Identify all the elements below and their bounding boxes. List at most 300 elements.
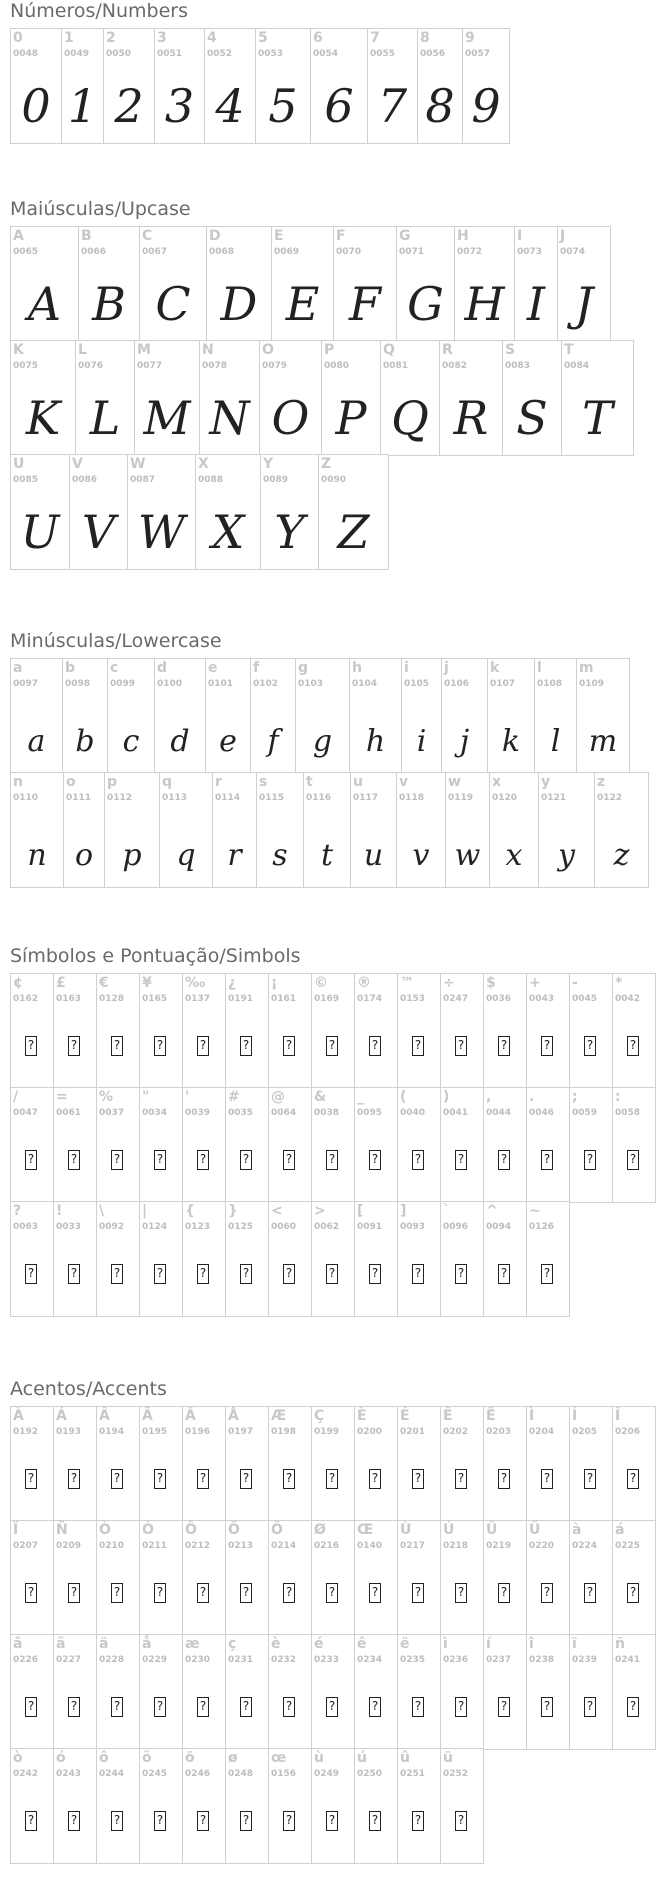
character-label: è	[271, 1636, 281, 1652]
glyph-cell	[10, 1520, 54, 1636]
glyph-cell	[10, 28, 62, 144]
glyph-cell	[354, 1406, 398, 1522]
glyph-cell	[569, 1087, 613, 1203]
character-code: 0089	[263, 475, 289, 485]
glyph-cell	[440, 1087, 484, 1203]
missing-glyph-icon	[326, 1264, 338, 1284]
glyph-sample: K	[25, 391, 61, 445]
character-label: Ï	[13, 1522, 19, 1538]
glyph-cell	[612, 1634, 656, 1750]
missing-glyph-icon	[68, 1811, 80, 1831]
character-label: *	[615, 975, 623, 991]
glyph-cell	[396, 226, 455, 342]
character-code: 0070	[336, 247, 362, 257]
character-label: d	[157, 660, 168, 676]
character-label: ]	[400, 1203, 407, 1219]
missing-glyph-icon	[283, 1583, 295, 1603]
missing-glyph-icon	[111, 1583, 123, 1603]
glyph-cell	[96, 1634, 140, 1750]
glyph-sample: a	[27, 724, 46, 759]
missing-glyph-icon	[455, 1264, 467, 1284]
glyph-cell	[367, 28, 418, 144]
character-code: 0163	[56, 994, 82, 1004]
character-label: @	[271, 1089, 285, 1105]
character-code: 0078	[202, 361, 228, 371]
missing-glyph-icon	[240, 1264, 252, 1284]
character-code: 0071	[399, 247, 425, 257]
missing-glyph-icon	[68, 1150, 80, 1170]
glyph-sample: T	[582, 391, 613, 445]
glyph-sample: d	[170, 724, 190, 759]
character-label: v	[399, 774, 409, 790]
missing-glyph-icon	[25, 1150, 37, 1170]
character-label: Ë	[486, 1408, 496, 1424]
character-label: à	[572, 1522, 582, 1538]
missing-glyph-icon	[326, 1469, 338, 1489]
glyph-cell	[441, 658, 488, 774]
glyph-cell	[96, 1201, 140, 1317]
character-label: Â	[99, 1408, 110, 1424]
character-label: È	[357, 1408, 367, 1424]
glyph-sample: 1	[67, 79, 98, 133]
character-label: i	[404, 660, 409, 676]
character-label: 0	[13, 30, 23, 46]
character-code: 0213	[228, 1541, 254, 1551]
glyph-cell	[333, 226, 397, 342]
glyph-cell	[78, 226, 140, 342]
glyph-cell	[63, 772, 105, 888]
character-label: œ	[271, 1750, 287, 1766]
character-code: 0091	[357, 1222, 383, 1232]
character-label: b	[65, 660, 76, 676]
character-code: 0040	[400, 1108, 426, 1118]
character-label: m	[579, 660, 594, 676]
glyph-cell	[10, 772, 64, 888]
character-code: 0174	[357, 994, 383, 1004]
character-code: 0049	[64, 49, 90, 59]
character-code: 0054	[313, 49, 339, 59]
glyph-sample: 6	[324, 79, 354, 133]
missing-glyph-icon	[197, 1150, 209, 1170]
glyph-cell	[489, 772, 539, 888]
character-label: €	[99, 975, 109, 991]
character-label: (	[400, 1089, 407, 1105]
glyph-sample: 3	[164, 79, 195, 133]
glyph-cell	[182, 1634, 226, 1750]
character-label: Ê	[443, 1408, 453, 1424]
glyph-cell	[53, 1634, 97, 1750]
glyph-cell	[271, 226, 334, 342]
glyph-cell	[534, 658, 577, 774]
glyph-cell	[69, 454, 128, 570]
character-label: Ã	[142, 1408, 153, 1424]
character-label: U	[13, 456, 25, 472]
glyph-cell	[205, 658, 251, 774]
character-code: 0230	[185, 1655, 211, 1665]
missing-glyph-icon	[25, 1697, 37, 1717]
character-code: 0069	[274, 247, 300, 257]
missing-glyph-icon	[240, 1036, 252, 1056]
glyph-cell	[139, 1087, 183, 1203]
character-code: 0074	[560, 247, 586, 257]
missing-glyph-icon	[541, 1469, 553, 1489]
glyph-cell	[397, 1520, 441, 1636]
glyph-cell	[53, 1520, 97, 1636]
character-code: 0252	[443, 1769, 469, 1779]
glyph-cell	[538, 772, 595, 888]
glyph-sample: v	[412, 838, 430, 873]
glyph-sample: e	[219, 724, 237, 759]
character-code: 0072	[457, 247, 483, 257]
missing-glyph-icon	[240, 1583, 252, 1603]
glyph-cell	[417, 28, 463, 144]
character-label: -	[572, 975, 578, 991]
character-label: z	[597, 774, 606, 790]
character-label: K	[13, 342, 24, 358]
glyph-cell	[250, 658, 296, 774]
character-code: 0224	[572, 1541, 598, 1551]
character-code: 0220	[529, 1541, 555, 1551]
glyph-sample: w	[454, 838, 481, 873]
missing-glyph-icon	[326, 1150, 338, 1170]
glyph-cell	[10, 454, 70, 570]
character-code: 0248	[228, 1769, 254, 1779]
missing-glyph-icon	[240, 1150, 252, 1170]
glyph-sample: 4	[215, 79, 245, 133]
glyph-cell	[139, 1520, 183, 1636]
character-code: 0062	[314, 1222, 340, 1232]
character-label: <	[271, 1203, 283, 1219]
missing-glyph-icon	[154, 1811, 166, 1831]
character-label: Ì	[529, 1408, 535, 1424]
character-label: k	[490, 660, 500, 676]
glyph-cell	[154, 658, 206, 774]
glyph-cell	[53, 1201, 97, 1317]
missing-glyph-icon	[627, 1150, 639, 1170]
character-label: o	[66, 774, 76, 790]
character-label: !	[56, 1203, 63, 1219]
character-code: 0079	[262, 361, 288, 371]
glyph-cell	[397, 1087, 441, 1203]
glyph-sample: y	[558, 838, 575, 873]
character-code: 0197	[228, 1427, 254, 1437]
character-code: 0207	[13, 1541, 39, 1551]
missing-glyph-icon	[25, 1469, 37, 1489]
glyph-cell	[268, 1406, 312, 1522]
character-code: 0209	[56, 1541, 82, 1551]
character-code: 0059	[572, 1108, 598, 1118]
character-code: 0106	[444, 679, 470, 689]
missing-glyph-icon	[627, 1697, 639, 1717]
missing-glyph-icon	[369, 1036, 381, 1056]
character-code: 0239	[572, 1655, 598, 1665]
missing-glyph-icon	[197, 1469, 209, 1489]
glyph-cell	[75, 340, 135, 456]
character-label: V	[72, 456, 83, 472]
glyph-cell	[139, 973, 183, 1089]
character-label: I	[517, 228, 523, 244]
character-code: 0231	[228, 1655, 254, 1665]
glyph-cell	[295, 658, 350, 774]
glyph-cell	[268, 973, 312, 1089]
glyph-cell	[440, 1520, 484, 1636]
character-label: &	[314, 1089, 327, 1105]
glyph-cell	[396, 772, 446, 888]
character-label: x	[492, 774, 502, 790]
character-label: %	[99, 1089, 114, 1105]
character-code: 0236	[443, 1655, 469, 1665]
character-code: 0247	[443, 994, 469, 1004]
character-code: 0124	[142, 1222, 168, 1232]
character-code: 0034	[142, 1108, 168, 1118]
glyph-cell	[225, 1406, 269, 1522]
character-code: 0064	[271, 1108, 297, 1118]
glyph-cell	[483, 1406, 527, 1522]
character-code: 0246	[185, 1769, 211, 1779]
missing-glyph-icon	[154, 1264, 166, 1284]
glyph-sample: S	[516, 391, 548, 445]
character-code: 0118	[399, 793, 425, 803]
missing-glyph-icon	[369, 1811, 381, 1831]
character-label: Q	[383, 342, 395, 358]
character-code: 0053	[258, 49, 284, 59]
symbols-grid	[10, 975, 661, 1317]
character-label: ,	[486, 1089, 492, 1105]
glyph-row	[11, 29, 510, 144]
character-label: ©	[314, 975, 328, 991]
character-code: 0107	[490, 679, 516, 689]
character-code: 0044	[486, 1108, 512, 1118]
character-code: 0250	[357, 1769, 383, 1779]
character-label: ™	[400, 975, 414, 991]
character-code: 0241	[615, 1655, 641, 1665]
character-label: ã	[56, 1636, 66, 1652]
glyph-sample: z	[613, 838, 630, 873]
character-code: 0057	[465, 49, 491, 59]
missing-glyph-icon	[369, 1150, 381, 1170]
character-label: æ	[185, 1636, 200, 1652]
character-code: 0076	[78, 361, 104, 371]
character-code: 0086	[72, 475, 98, 485]
glyph-cell	[311, 973, 355, 1089]
glyph-cell	[204, 28, 256, 144]
character-label: _	[357, 1089, 364, 1105]
character-code: 0126	[529, 1222, 555, 1232]
character-code: 0242	[13, 1769, 39, 1779]
glyph-cell	[483, 1634, 527, 1750]
character-label: u	[353, 774, 363, 790]
character-code: 0100	[157, 679, 183, 689]
missing-glyph-icon	[412, 1036, 424, 1056]
character-label: Œ	[357, 1522, 374, 1538]
character-code: 0212	[185, 1541, 211, 1551]
character-label: )	[443, 1089, 450, 1105]
character-label: 5	[258, 30, 268, 46]
character-label: N	[202, 342, 214, 358]
glyph-cell	[96, 1087, 140, 1203]
glyph-row	[11, 227, 661, 342]
character-code: 0090	[321, 475, 347, 485]
character-label: B	[81, 228, 92, 244]
character-label: ô	[99, 1750, 109, 1766]
glyph-cell	[483, 1087, 527, 1203]
character-label: 6	[313, 30, 323, 46]
missing-glyph-icon	[283, 1811, 295, 1831]
glyph-cell	[526, 1634, 570, 1750]
character-label: W	[130, 456, 146, 472]
missing-glyph-icon	[111, 1264, 123, 1284]
glyph-cell	[594, 772, 649, 888]
character-label: `	[443, 1203, 450, 1219]
character-code: 0193	[56, 1427, 82, 1437]
missing-glyph-icon	[412, 1150, 424, 1170]
character-code: 0046	[529, 1108, 555, 1118]
character-code: 0128	[99, 994, 125, 1004]
missing-glyph-icon	[154, 1036, 166, 1056]
character-code: 0043	[529, 994, 555, 1004]
glyph-sample: M	[143, 391, 191, 445]
glyph-cell	[53, 1087, 97, 1203]
character-label: T	[564, 342, 574, 358]
glyph-sample: X	[211, 505, 245, 559]
character-label: ¿	[228, 975, 237, 991]
character-label: Z	[321, 456, 332, 472]
glyph-sample: q	[176, 838, 196, 873]
glyph-cell	[61, 28, 104, 144]
character-label: Ü	[529, 1522, 541, 1538]
glyph-cell	[182, 1406, 226, 1522]
character-code: 0104	[352, 679, 378, 689]
character-code: 0050	[106, 49, 132, 59]
missing-glyph-icon	[326, 1697, 338, 1717]
character-label: t	[306, 774, 313, 790]
missing-glyph-icon	[197, 1036, 209, 1056]
character-code: 0088	[198, 475, 224, 485]
character-code: 0045	[572, 994, 598, 1004]
glyph-cell	[268, 1201, 312, 1317]
glyph-cell	[397, 973, 441, 1089]
character-label: $	[486, 975, 496, 991]
glyph-cell	[569, 1406, 613, 1522]
character-label: |	[142, 1203, 148, 1219]
character-label: Î	[615, 1408, 621, 1424]
character-code: 0117	[353, 793, 379, 803]
character-label: n	[13, 774, 23, 790]
character-label: }	[228, 1203, 238, 1219]
glyph-cell	[182, 1748, 226, 1864]
character-label: Õ	[228, 1522, 240, 1538]
character-code: 0202	[443, 1427, 469, 1437]
character-code: 0038	[314, 1108, 340, 1118]
glyph-cell	[569, 973, 613, 1089]
character-code: 0051	[157, 49, 183, 59]
glyph-cell	[199, 340, 260, 456]
missing-glyph-icon	[498, 1469, 510, 1489]
numbers-grid	[10, 30, 510, 144]
missing-glyph-icon	[283, 1264, 295, 1284]
character-label: 8	[420, 30, 430, 46]
character-label: L	[78, 342, 87, 358]
character-code: 0042	[615, 994, 641, 1004]
character-code: 0047	[13, 1108, 39, 1118]
character-label: Á	[56, 1408, 67, 1424]
glyph-sample: H	[464, 277, 505, 331]
glyph-cell	[440, 973, 484, 1089]
character-code: 0052	[207, 49, 233, 59]
glyph-cell	[53, 1406, 97, 1522]
character-label: â	[13, 1636, 23, 1652]
glyph-sample: L	[89, 391, 121, 445]
character-label: é	[314, 1636, 324, 1652]
glyph-cell	[483, 973, 527, 1089]
glyph-cell	[268, 1520, 312, 1636]
missing-glyph-icon	[541, 1697, 553, 1717]
character-code: 0161	[271, 994, 297, 1004]
character-code: 0237	[486, 1655, 512, 1665]
glyph-cell	[397, 1748, 441, 1864]
character-label: A	[13, 228, 24, 244]
character-code: 0101	[208, 679, 234, 689]
glyph-row	[11, 341, 661, 456]
glyph-cell	[576, 658, 630, 774]
character-code: 0251	[400, 1769, 426, 1779]
character-label: 7	[370, 30, 380, 46]
glyph-cell	[462, 28, 510, 144]
glyph-sample: V	[81, 505, 116, 559]
character-label: J	[560, 228, 566, 244]
missing-glyph-icon	[25, 1583, 37, 1603]
character-code: 0216	[314, 1541, 340, 1551]
glyph-cell	[350, 772, 397, 888]
character-code: 0211	[142, 1541, 168, 1551]
character-label: Æ	[271, 1408, 287, 1424]
character-code: 0105	[404, 679, 430, 689]
character-label: O	[262, 342, 274, 358]
lowercase-grid	[10, 660, 661, 888]
glyph-sample: N	[209, 391, 250, 445]
character-label: G	[399, 228, 411, 244]
missing-glyph-icon	[68, 1036, 80, 1056]
glyph-sample: 2	[114, 79, 144, 133]
glyph-cell	[154, 28, 205, 144]
missing-glyph-icon	[455, 1697, 467, 1717]
missing-glyph-icon	[197, 1697, 209, 1717]
character-label: £	[56, 975, 66, 991]
character-code: 0214	[271, 1541, 297, 1551]
missing-glyph-icon	[541, 1036, 553, 1056]
character-code: 0165	[142, 994, 168, 1004]
glyph-row	[11, 1202, 661, 1317]
missing-glyph-icon	[412, 1697, 424, 1717]
character-code: 0087	[130, 475, 156, 485]
character-code: 0081	[383, 361, 409, 371]
lowercase-section	[10, 630, 661, 888]
missing-glyph-icon	[412, 1811, 424, 1831]
glyph-cell	[311, 1520, 355, 1636]
glyph-sample: 7	[377, 79, 408, 133]
glyph-cell	[569, 1634, 613, 1750]
character-code: 0238	[529, 1655, 555, 1665]
character-label: ò	[13, 1750, 23, 1766]
glyph-cell	[259, 340, 322, 456]
missing-glyph-icon	[541, 1583, 553, 1603]
character-label: î	[529, 1636, 534, 1652]
glyph-sample: Q	[391, 391, 429, 445]
character-label: ñ	[615, 1636, 625, 1652]
character-label: \	[99, 1203, 105, 1219]
character-code: 0099	[110, 679, 136, 689]
glyph-sample: G	[407, 277, 444, 331]
